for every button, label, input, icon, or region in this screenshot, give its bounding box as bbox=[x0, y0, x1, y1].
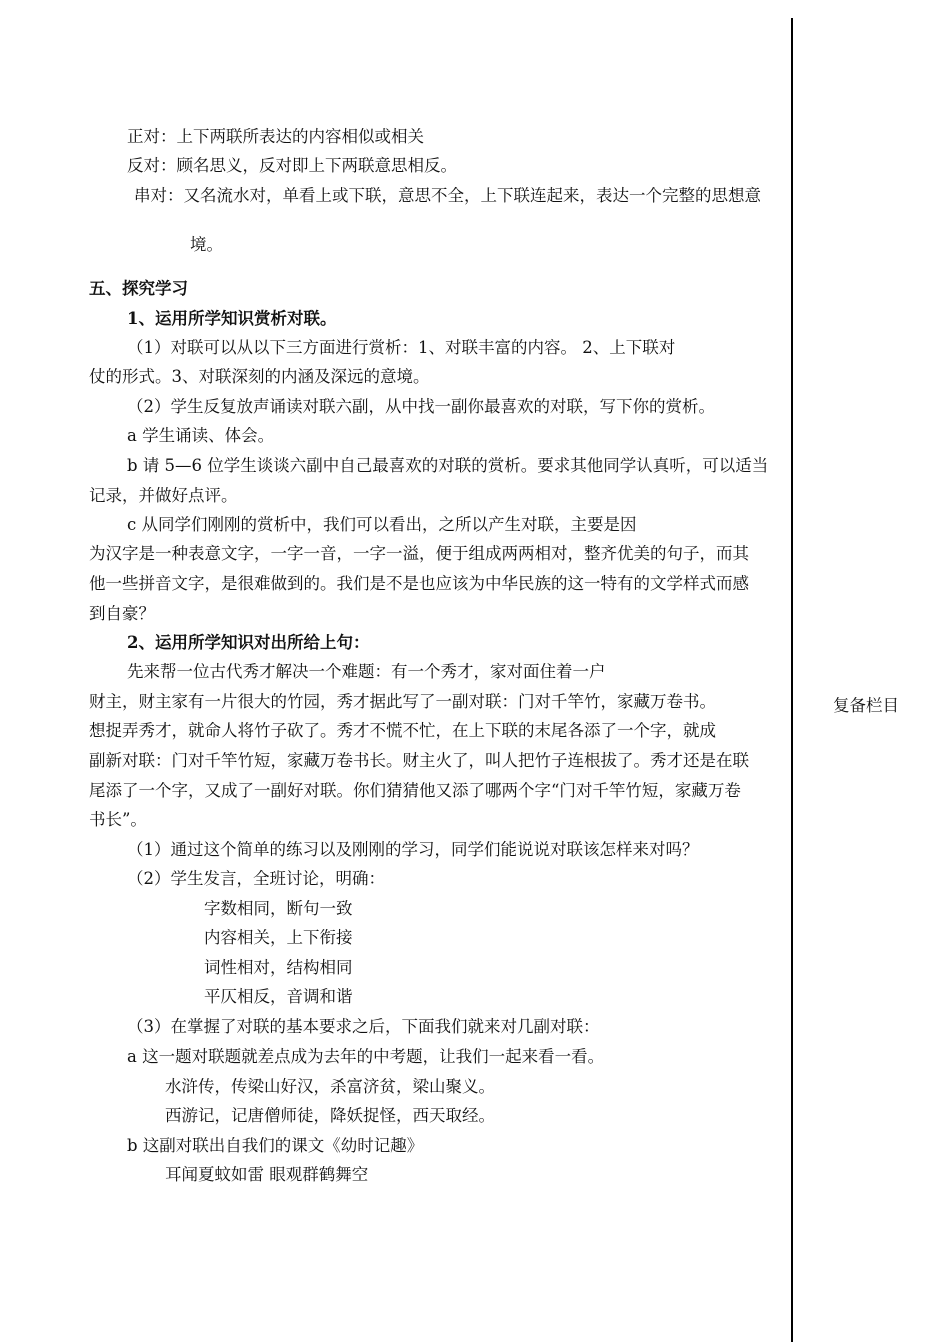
subsection-heading: 2、运用所学知识对出所给上句： bbox=[127, 633, 370, 652]
rule-item: 字数相同，断句一致 bbox=[204, 899, 353, 918]
side-column-label: 复备栏目 bbox=[833, 696, 899, 715]
text-line: b 请 5—6 位学生谈谈六副中自己最喜欢的对联的赏析。要求其他同学认真听，可以适当 bbox=[127, 456, 769, 475]
rule-item: 平仄相反，音调和谐 bbox=[204, 987, 353, 1006]
text-line: 串对：又名流水对，单看上或下联，意思不全，上下联连起来，表达一个完整的思想意 bbox=[134, 186, 761, 205]
text-line: b 这副对联出自我们的课文《幼时记趣》 bbox=[127, 1136, 424, 1155]
text-line: 书长”。 bbox=[89, 810, 147, 829]
text-line: （1）对联可以从以下三方面进行赏析：1、对联丰富的内容。 2、上下联对 bbox=[127, 338, 676, 357]
couplet-line: 水浒传，传梁山好汉，杀富济贫，梁山聚义。 bbox=[165, 1077, 495, 1096]
column-divider bbox=[791, 18, 793, 1342]
text-line: 副新对联：门对千竿竹短，家藏万卷书长。财主火了，叫人把竹子连根拔了。秀才还是在联 bbox=[89, 751, 749, 770]
text-line: （2）学生反复放声诵读对联六副，从中找一副你最喜欢的对联，写下你的赏析。 bbox=[127, 397, 715, 416]
text-line: a 学生诵读、体会。 bbox=[127, 426, 275, 445]
text-line: （3）在掌握了对联的基本要求之后，下面我们就来对几副对联： bbox=[127, 1017, 600, 1036]
text-line: 记录，并做好点评。 bbox=[89, 486, 238, 505]
section-heading: 五、探究学习 bbox=[89, 279, 188, 298]
text-line: a 这一题对联题就差点成为去年的中考题，让我们一起来看一看。 bbox=[127, 1047, 605, 1066]
couplet-line: 西游记，记唐僧师徒，降妖捉怪，西天取经。 bbox=[165, 1106, 495, 1125]
text-line: 仗的形式。3、对联深刻的内涵及深远的意境。 bbox=[89, 367, 430, 386]
text-line: 反对：顾名思义，反对即上下两联意思相反。 bbox=[127, 156, 457, 175]
couplet-line: 耳闻夏蚊如雷 眼观群鹤舞空 bbox=[165, 1165, 369, 1184]
rule-item: 词性相对，结构相同 bbox=[204, 958, 353, 977]
text-line: c 从同学们刚刚的赏析中，我们可以看出，之所以产生对联，主要是因 bbox=[127, 515, 637, 534]
text-line: 正对：上下两联所表达的内容相似或相关 bbox=[127, 127, 424, 146]
rule-item: 内容相关，上下衔接 bbox=[204, 928, 353, 947]
text-line: 他一些拼音文字，是很难做到的。我们是不是也应该为中华民族的这一特有的文学样式而感 bbox=[89, 574, 749, 593]
text-line: 到自豪？ bbox=[89, 604, 155, 623]
text-line: 先来帮一位古代秀才解决一个难题：有一个秀才，家对面住着一户 bbox=[127, 662, 606, 681]
subsection-heading: 1、运用所学知识赏析对联。 bbox=[127, 309, 337, 328]
text-line: （1）通过这个简单的练习以及刚刚的学习，同学们能说说对联该怎样来对吗？ bbox=[127, 840, 699, 859]
text-line: 想捉弄秀才，就命人将竹子砍了。秀才不慌不忙，在上下联的末尾各添了一个字，就成 bbox=[89, 721, 716, 740]
text-line: （2）学生发言，全班讨论，明确： bbox=[127, 869, 385, 888]
text-line: 为汉字是一种表意文字，一字一音，一字一溢，便于组成两两相对，整齐优美的句子，而其 bbox=[89, 544, 749, 563]
text-line: 境。 bbox=[190, 235, 223, 254]
text-line: 财主，财主家有一片很大的竹园，秀才据此写了一副对联：门对千竿竹，家藏万卷书。 bbox=[89, 692, 716, 711]
text-line: 尾添了一个字，又成了一副好对联。你们猜猜他又添了哪两个字“门对千竿竹短，家藏万卷 bbox=[89, 781, 741, 800]
